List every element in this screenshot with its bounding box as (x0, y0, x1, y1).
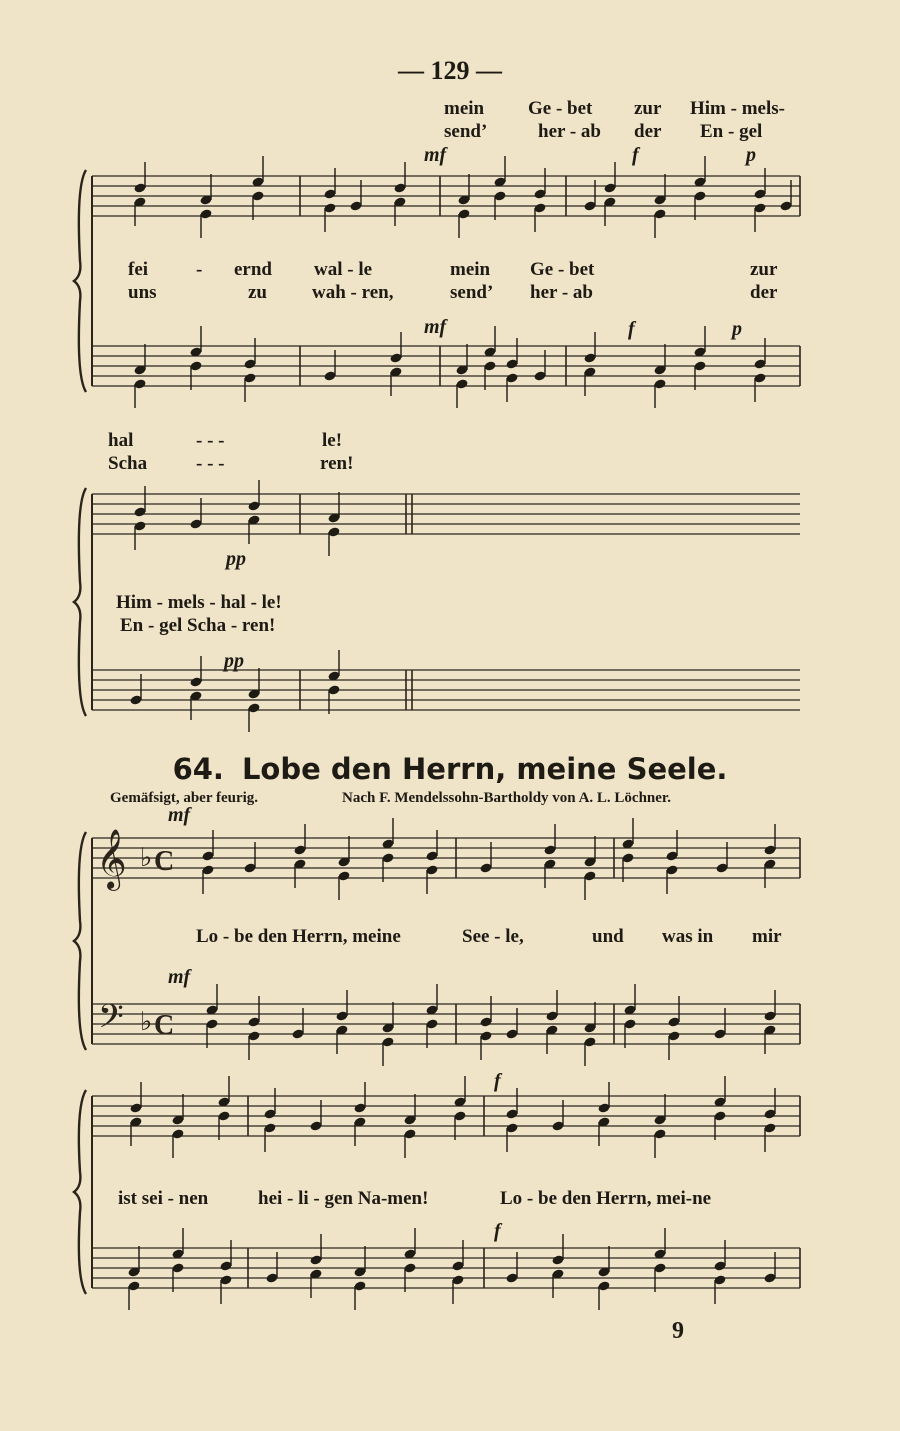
system-1-upper-staff (92, 176, 800, 216)
dynamic-f-2: f (628, 318, 635, 340)
lyric-lower-7b: der (750, 282, 778, 303)
system-4-treble-staff (92, 1096, 800, 1136)
common-time-icon: C (154, 846, 175, 877)
system-4-bass-staff (92, 1248, 800, 1288)
lyric-s2-upper-2b: - - - (196, 453, 225, 474)
lyric-lower-5a: mein (450, 259, 491, 280)
lyric-s4-3: Lo - be den Herrn, mei-ne (500, 1188, 712, 1209)
lyric-upper-1a: mein (444, 98, 485, 119)
lyric-s2-lower-1b: En - gel Scha - ren! (120, 615, 276, 636)
lyric-s3-4: was in (662, 926, 714, 947)
lyric-lower-1b: uns (128, 282, 157, 303)
lyric-s3-3: und (592, 926, 624, 947)
system-3-bass-staff (92, 1004, 800, 1044)
brace (74, 170, 86, 392)
lyric-upper-3b: der (634, 121, 662, 142)
brace (74, 832, 86, 1050)
dynamic-f-song-bass: f (494, 1220, 501, 1242)
lyric-s2-upper-1a: hal (108, 430, 134, 451)
clef-signs (96, 829, 174, 1044)
lyric-s4-1: ist sei - nen (118, 1188, 209, 1209)
lyric-s4-2: hei - li - gen Na-men! (258, 1188, 429, 1209)
lyric-upper-3a: zur (634, 98, 662, 119)
brace (74, 488, 86, 716)
system-2-upper-staff (92, 494, 800, 534)
lyric-upper-1b: send’ (444, 121, 488, 142)
treble-clef-icon: 𝄞 (96, 829, 127, 889)
lyric-s3-5: mir (752, 926, 782, 947)
lyric-s3-1: Lo - be den Herrn, meine (196, 926, 401, 947)
note-heads (127, 156, 792, 1310)
dynamic-p-2: p (732, 318, 742, 340)
lyric-lower-4a: wal - le (314, 259, 373, 280)
system-braces (74, 170, 92, 1294)
flat-key-icon: ♭ (140, 1007, 153, 1037)
lyric-lower-1a: fei (128, 259, 149, 280)
dynamic-f-song: f (494, 1070, 501, 1092)
lyric-upper-4a: Him - mels- (690, 98, 785, 119)
lyric-lower-3b: zu (248, 282, 267, 303)
common-time-icon: C (154, 1010, 175, 1041)
system-3-treble-staff (92, 838, 800, 878)
dynamic-mf-2: mf (424, 316, 447, 338)
lyric-s2-upper-3b: ren! (320, 453, 354, 474)
bass-clef-icon: 𝄢 (98, 998, 124, 1044)
song-title-text: Lobe den Herrn, meine Seele. (241, 752, 728, 786)
lyric-s2-upper-3a: le! (322, 430, 343, 451)
lyric-lower-4b: wah - ren, (312, 282, 394, 303)
dynamic-pp-2: pp (224, 650, 244, 672)
lyric-s2-upper-1b: Scha (108, 453, 148, 474)
lyric-lower-2a: - (196, 259, 203, 280)
composer-attribution: Nach F. Mendelssohn-Bartholdy von A. L. Löchner. (342, 790, 671, 806)
dynamic-mf-song: mf (168, 804, 191, 826)
dynamic-pp-1: pp (226, 548, 246, 570)
lyric-upper-2b: her - ab (538, 121, 601, 142)
dynamic-p-1: p (746, 144, 756, 166)
dynamic-f-1: f (632, 144, 639, 166)
system-2-lower-staff (92, 670, 800, 710)
lyric-s3-2: See - le, (462, 926, 524, 947)
lyric-lower-6b: her - ab (530, 282, 593, 303)
lyric-upper-2a: Ge - bet (528, 98, 593, 119)
lyric-upper-4b: En - gel (700, 121, 763, 142)
lyric-lower-5b: send’ (450, 282, 494, 303)
dynamic-mf-1: mf (424, 144, 447, 166)
song-number: 64. (172, 752, 224, 786)
tempo-marking: Gemäfsigt, aber feurig. (110, 790, 259, 806)
signature-mark: 9 (672, 1318, 684, 1344)
brace (74, 1090, 86, 1294)
dynamic-mf-song-bass: mf (168, 966, 191, 988)
page-number: — 129 — (398, 56, 502, 85)
lyric-s2-lower-1a: Him - mels - hal - le! (116, 592, 282, 613)
lyric-lower-7a: zur (750, 259, 778, 280)
lyric-s2-upper-2a: - - - (196, 430, 225, 451)
lyric-lower-3a: ernd (234, 259, 272, 280)
lyric-lower-6a: Ge - bet (530, 259, 595, 280)
flat-key-icon: ♭ (140, 843, 153, 873)
